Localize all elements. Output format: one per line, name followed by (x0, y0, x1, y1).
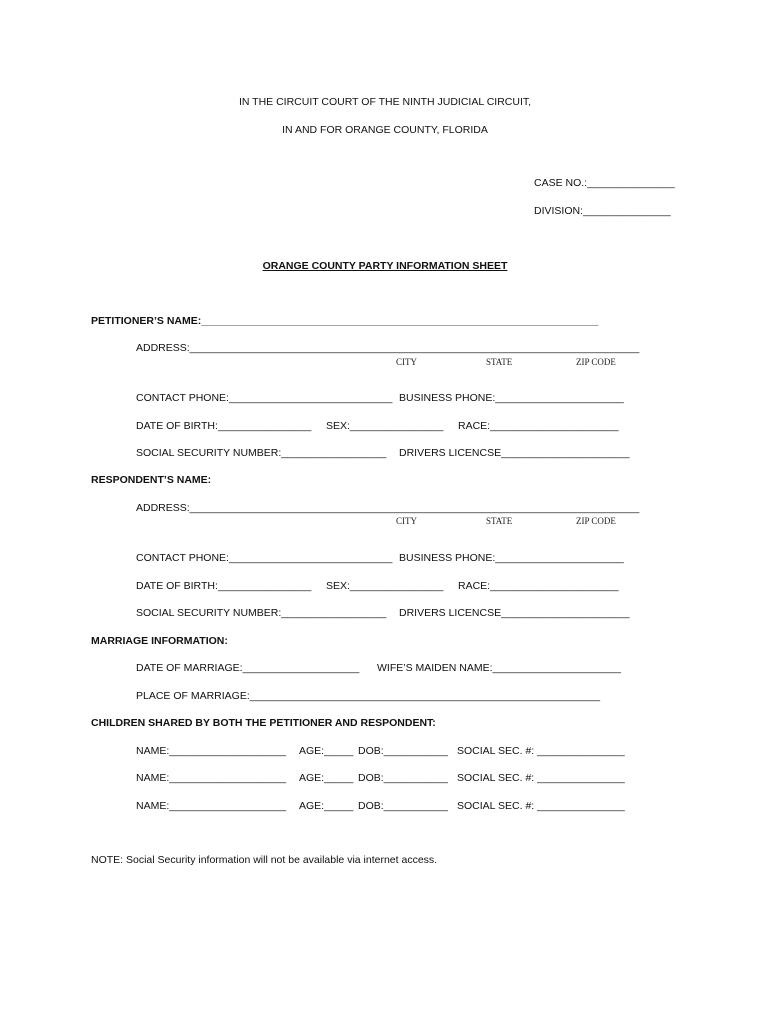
child-age-field[interactable]: AGE:_____ (299, 800, 354, 812)
respondent-contact-phone-field[interactable]: CONTACT PHONE:____________________________ (136, 552, 393, 564)
respondent-city-label: CITY (396, 516, 417, 526)
child-dob-field[interactable]: DOB:___________ (358, 772, 448, 784)
child-name-field[interactable]: NAME:____________________ (136, 772, 287, 784)
children-heading: CHILDREN SHARED BY BOTH THE PETITIONER AND RESPONDENT: (91, 717, 436, 729)
wife-maiden-name-field[interactable]: WIFE’S MAIDEN NAME:______________________ (377, 662, 621, 674)
respondent-state-label: STATE (486, 516, 513, 526)
respondent-business-phone-field[interactable]: BUSINESS PHONE:______________________ (399, 552, 624, 564)
petitioner-address-field[interactable]: ADDRESS:_____________________________________________________________________________ (136, 342, 640, 354)
respondent-drivers-license-field[interactable]: DRIVERS LICENCSE______________________ (399, 607, 630, 619)
respondent-name-label: RESPONDENT’S NAME: (91, 474, 212, 486)
marriage-date-field[interactable]: DATE OF MARRIAGE:____________________ (136, 662, 360, 674)
respondent-ssn-field[interactable]: SOCIAL SECURITY NUMBER:__________________ (136, 607, 387, 619)
respondent-race-field[interactable]: RACE:______________________ (458, 580, 619, 592)
child-age-field[interactable]: AGE:_____ (299, 745, 354, 757)
petitioner-dob-field[interactable]: DATE OF BIRTH:________________ (136, 420, 312, 432)
ssn-note: NOTE: Social Security information will not be available via internet access. (91, 854, 438, 866)
respondent-address-field[interactable]: ADDRESS:_____________________________________________________________________________ (136, 502, 640, 514)
division-field[interactable]: DIVISION:_______________ (534, 205, 671, 217)
marriage-place-field[interactable]: PLACE OF MARRIAGE:____________________________________________________________ (136, 690, 601, 702)
respondent-sex-field[interactable]: SEX:________________ (326, 580, 444, 592)
case-number-field[interactable]: CASE NO.:_______________ (534, 177, 675, 189)
child-ssn-field[interactable]: SOCIAL SEC. #: _______________ (457, 772, 625, 784)
petitioner-drivers-license-field[interactable]: DRIVERS LICENCSE______________________ (399, 447, 630, 459)
petitioner-race-field[interactable]: RACE:______________________ (458, 420, 619, 432)
petitioner-sex-field[interactable]: SEX:________________ (326, 420, 444, 432)
respondent-zip-label: ZIP CODE (576, 516, 616, 526)
petitioner-contact-phone-field[interactable]: CONTACT PHONE:____________________________ (136, 392, 393, 404)
child-dob-field[interactable]: DOB:___________ (358, 745, 448, 757)
child-name-field[interactable]: NAME:____________________ (136, 745, 287, 757)
petitioner-zip-label: ZIP CODE (576, 357, 616, 367)
child-age-field[interactable]: AGE:_____ (299, 772, 354, 784)
petitioner-state-label: STATE (486, 357, 513, 367)
marriage-heading: MARRIAGE INFORMATION: (91, 635, 228, 647)
child-ssn-field[interactable]: SOCIAL SEC. #: _______________ (457, 800, 625, 812)
child-dob-field[interactable]: DOB:___________ (358, 800, 448, 812)
respondent-dob-field[interactable]: DATE OF BIRTH:________________ (136, 580, 312, 592)
petitioner-name-field[interactable]: PETITIONER’S NAME:____________________________________________________________________ (91, 315, 599, 327)
child-ssn-field[interactable]: SOCIAL SEC. #: _______________ (457, 745, 625, 757)
petitioner-business-phone-field[interactable]: BUSINESS PHONE:______________________ (399, 392, 624, 404)
petitioner-ssn-field[interactable]: SOCIAL SECURITY NUMBER:__________________ (136, 447, 387, 459)
page-title: ORANGE COUNTY PARTY INFORMATION SHEET (262, 260, 508, 272)
court-line-2: IN AND FOR ORANGE COUNTY, FLORIDA (282, 124, 488, 136)
child-name-field[interactable]: NAME:____________________ (136, 800, 287, 812)
court-line-1: IN THE CIRCUIT COURT OF THE NINTH JUDICIAL CIRCUIT, (238, 96, 532, 108)
petitioner-city-label: CITY (396, 357, 417, 367)
